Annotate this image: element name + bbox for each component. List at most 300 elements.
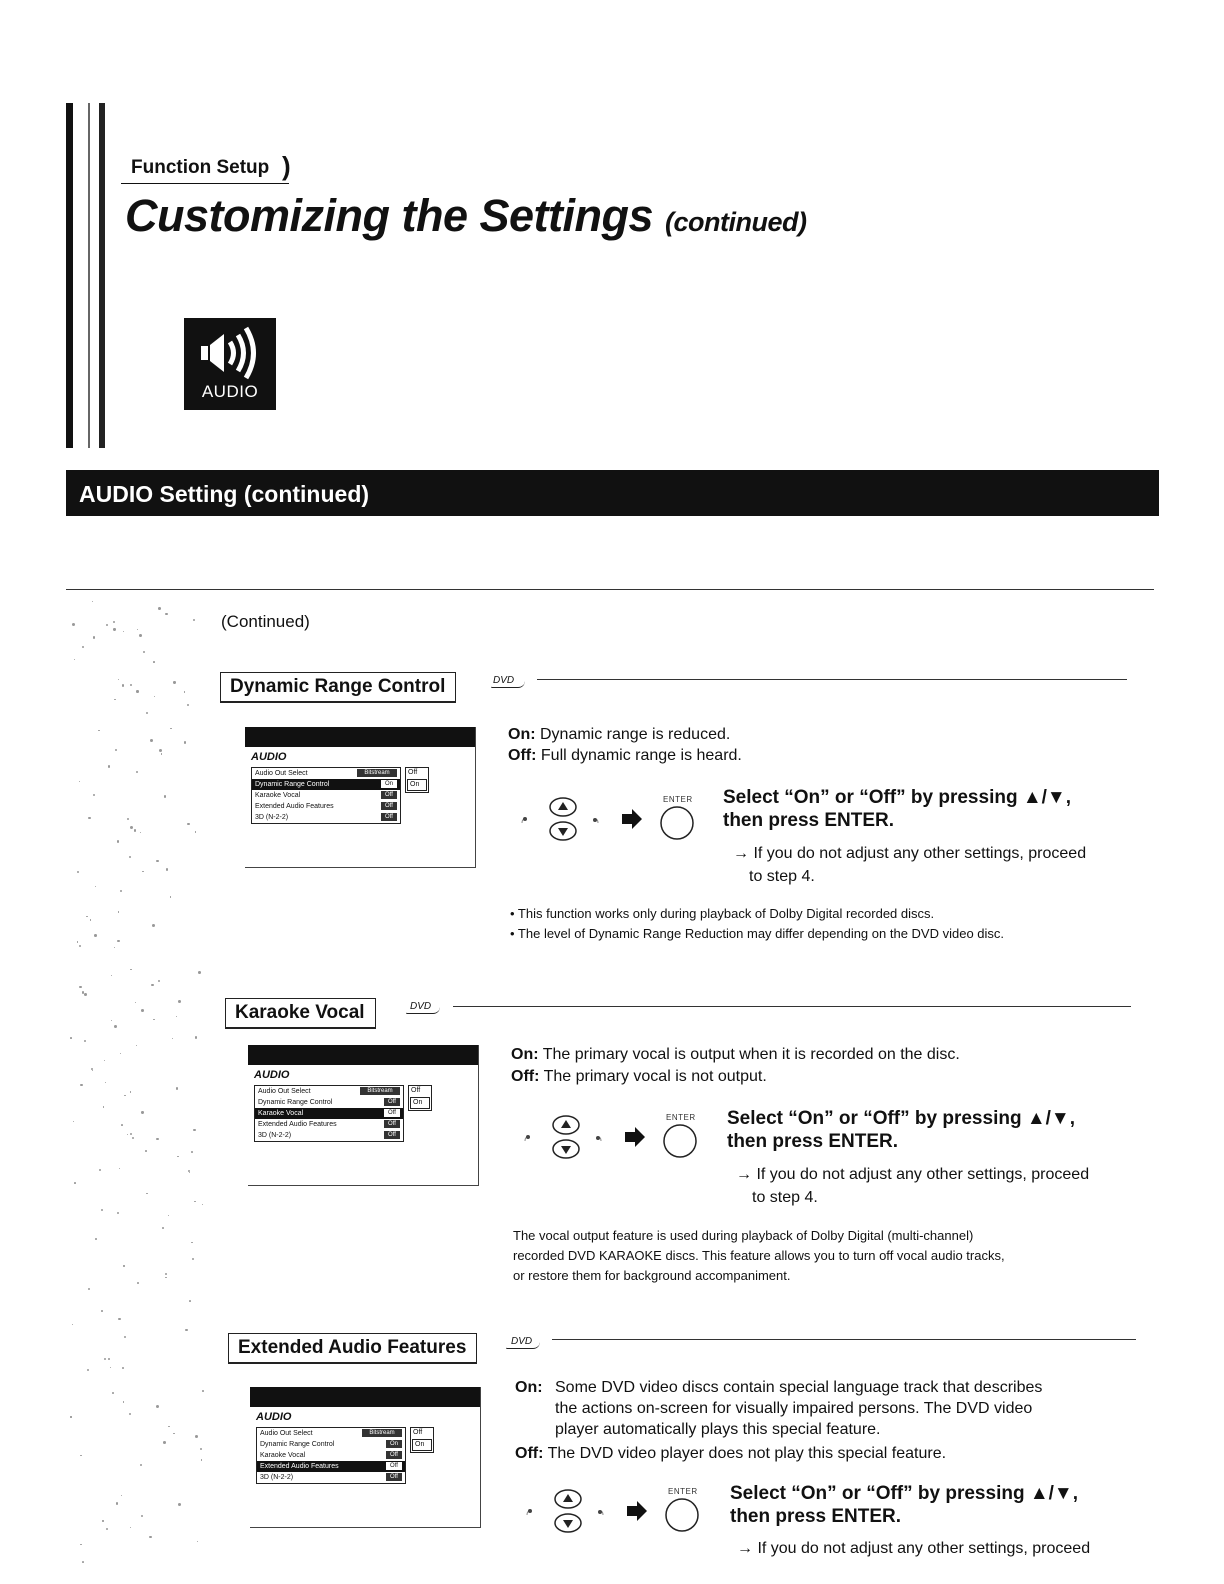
on-description: [508, 724, 730, 745]
on-description: [511, 1044, 960, 1065]
osd-menu-row: [255, 1086, 403, 1097]
scan-speck: [159, 749, 162, 752]
scan-speck: [173, 1433, 175, 1435]
binding-bar-left: [66, 103, 73, 448]
dvd-tag: DVD: [493, 675, 515, 686]
osd-menu-value: Off: [381, 802, 397, 810]
osd-menu-item: Extended Audio Features: [255, 803, 334, 810]
scan-speck: [189, 1172, 190, 1173]
page-title-suffix: (continued): [665, 207, 807, 237]
osd-menu-value: Bitstream: [360, 1087, 400, 1095]
scan-speck: [114, 699, 115, 700]
on-text-line: player automatically plays this special feature.: [555, 1421, 881, 1438]
scan-speck: [87, 1369, 89, 1371]
osd-menu-row: [252, 779, 400, 790]
scan-speck: [105, 1082, 106, 1083]
scan-speck: [170, 896, 171, 897]
dvd-tag: DVD: [511, 1336, 533, 1347]
description-paragraph: [513, 1226, 1005, 1286]
osd-option: Off: [413, 1429, 423, 1436]
scan-speck: [143, 651, 145, 653]
scan-speck: [118, 911, 120, 913]
result-line: → If you do not adjust any other settings, proceed: [736, 1166, 1090, 1183]
scan-speck: [163, 1441, 166, 1444]
instruction-line: Select “On” or “Off” by pressing ▲/▼,: [723, 787, 1072, 808]
osd-option: On: [407, 779, 427, 791]
osd-menu-row: [252, 801, 400, 812]
scan-speck: [98, 730, 99, 731]
instruction-line: Select “On” or “Off” by pressing ▲/▼,: [727, 1108, 1076, 1129]
osd-menu-value: Off: [386, 1462, 402, 1470]
scan-speck: [92, 1070, 93, 1071]
scan-speck: [122, 1367, 124, 1369]
remote-buttons-diagram: [518, 1113, 718, 1168]
binding-bar-right: [99, 103, 105, 448]
scan-speck: [134, 829, 137, 832]
note-line: • This function works only during playback of Dolby Digital recorded discs.: [510, 906, 935, 921]
scan-speck: [119, 1168, 120, 1169]
osd-menu-list: [251, 767, 401, 824]
osd-menu-row: [255, 1119, 403, 1130]
page-title: [125, 190, 807, 242]
result-line: → If you do not adjust any other settings, proceed: [733, 845, 1087, 862]
scan-speck: [202, 1204, 203, 1205]
scan-speck: [124, 1336, 126, 1338]
osd-menu-bar: [245, 727, 475, 747]
scan-speck: [82, 1561, 84, 1563]
feature-title-karaoke-vocal: Karaoke Vocal: [225, 998, 376, 1029]
osd-menu-value: Off: [384, 1098, 400, 1106]
scan-speck: [117, 1212, 119, 1214]
scan-speck: [168, 1426, 169, 1427]
scan-speck: [185, 1329, 188, 1332]
on-text-line: the actions on-screen for visually impaired persons. The DVD video: [555, 1400, 1033, 1417]
feature-rule: [453, 1006, 1131, 1007]
scan-speck: [106, 624, 109, 627]
osd-menu-item: Karaoke Vocal: [260, 1452, 306, 1459]
enter-label: ENTER: [668, 1487, 698, 1496]
scan-speck: [191, 1151, 193, 1153]
osd-option: Off: [408, 769, 418, 776]
scan-speck: [137, 629, 138, 630]
osd-menu-list: [254, 1085, 404, 1142]
on-text-block: [555, 1377, 1042, 1440]
scan-speck: [156, 1138, 158, 1140]
dvd-tag-underline: [506, 1342, 540, 1349]
scan-speck: [114, 1025, 117, 1028]
scan-speck: [112, 1392, 114, 1394]
scan-speck: [136, 771, 138, 773]
osd-menu-value: Bitstream: [357, 769, 397, 777]
scan-speck: [74, 659, 76, 661]
scan-speck: [142, 871, 143, 872]
scan-speck: [101, 1310, 103, 1312]
scan-speck: [132, 1137, 134, 1139]
scan-speck: [116, 1502, 118, 1504]
scan-speck: [164, 795, 167, 798]
osd-menu-screenshot: [245, 727, 476, 868]
osd-option-box: [410, 1427, 434, 1453]
off-text: Full dynamic range is heard.: [540, 747, 742, 764]
off-label: Off:: [515, 1445, 544, 1462]
on-label: On:: [515, 1379, 543, 1396]
speaker-icon: [184, 318, 276, 388]
scan-speck: [86, 916, 87, 917]
scan-speck: [173, 681, 175, 683]
feature-rule: [552, 1339, 1136, 1340]
scan-speck: [151, 984, 154, 987]
audio-category-badge: [184, 318, 276, 410]
scan-speck: [150, 739, 153, 742]
scan-speck: [118, 1318, 120, 1320]
scan-speck: [111, 975, 112, 976]
scan-speck: [122, 684, 124, 686]
osd-menu-item: Karaoke Vocal: [258, 1110, 304, 1117]
notes: [510, 904, 1004, 944]
scan-speck: [80, 1544, 82, 1546]
scan-speck: [136, 1045, 137, 1046]
scan-speck: [79, 986, 82, 989]
scan-speck: [189, 1300, 191, 1302]
scan-speck: [195, 1036, 198, 1039]
scan-speck: [82, 646, 84, 648]
scan-speck: [178, 1503, 181, 1506]
osd-menu-row: [255, 1108, 403, 1119]
paragraph-line: or restore them for background accompaniment.: [513, 1268, 791, 1283]
instruction-line: then press ENTER.: [730, 1506, 902, 1527]
scan-speck: [184, 741, 187, 744]
scan-speck: [74, 1182, 76, 1184]
scan-speck: [135, 1002, 136, 1003]
page-title-main: Customizing the Settings: [125, 190, 653, 241]
scan-speck: [93, 794, 95, 796]
scan-speck: [121, 1495, 122, 1496]
scan-speck: [84, 993, 87, 996]
osd-menu-item: Audio Out Select: [255, 770, 308, 777]
osd-menu-row: [255, 1097, 403, 1108]
scan-speck: [88, 817, 90, 819]
osd-menu-value: On: [381, 780, 397, 788]
osd-menu-row: [257, 1461, 405, 1472]
scan-speck: [72, 623, 75, 626]
osd-menu-row: [252, 812, 400, 823]
scan-speck: [170, 728, 171, 729]
scan-speck: [108, 765, 110, 767]
osd-menu-item: 3D (N-2-2): [255, 814, 289, 821]
breadcrumb-underline: [121, 183, 289, 184]
scan-speck: [104, 1060, 105, 1061]
scan-speck: [70, 1416, 71, 1417]
scan-speck: [113, 621, 115, 623]
paragraph-line: The vocal output feature is used during playback of Dolby Digital (multi-channel): [513, 1228, 974, 1243]
scan-speck: [158, 607, 161, 610]
continued-label: (Continued): [221, 612, 310, 631]
paragraph-line: recorded DVD KARAOKE discs. This feature allows you to turn off vocal audio tracks,: [513, 1248, 1005, 1263]
osd-menu-item: 3D (N-2-2): [260, 1474, 294, 1481]
scan-speck: [187, 704, 189, 706]
scan-speck: [94, 934, 97, 937]
scan-speck: [93, 636, 96, 639]
feature-title-extended-audio-features: Extended Audio Features: [228, 1333, 477, 1364]
scan-speck: [130, 1133, 132, 1135]
scan-speck: [120, 1053, 121, 1054]
instruction-line: Select “On” or “Off” by pressing ▲/▼,: [730, 1483, 1079, 1504]
scan-speck: [130, 826, 133, 829]
scan-speck: [152, 924, 155, 927]
osd-menu-value: Off: [386, 1451, 402, 1459]
osd-menu-row: [257, 1472, 405, 1483]
scan-speck: [111, 1020, 112, 1021]
scan-speck: [120, 890, 122, 892]
scan-speck: [95, 886, 96, 887]
scan-speck: [198, 971, 201, 974]
osd-menu-item: Audio Out Select: [258, 1088, 311, 1095]
scan-speck: [117, 940, 120, 943]
scan-speck: [197, 1541, 198, 1542]
osd-menu-item: Dynamic Range Control: [258, 1099, 333, 1106]
remote-buttons-diagram: [520, 1487, 720, 1542]
scan-speck: [153, 1019, 155, 1021]
scan-speck: [141, 1009, 144, 1012]
osd-menu-item: Dynamic Range Control: [260, 1441, 335, 1448]
off-description: [515, 1443, 946, 1464]
scan-speck: [145, 1150, 147, 1152]
scan-speck: [70, 1037, 72, 1039]
on-label: On:: [511, 1046, 539, 1063]
note-line: • The level of Dynamic Range Reduction may differ depending on the DVD video disc.: [510, 926, 1005, 941]
instruction-line: then press ENTER.: [727, 1131, 899, 1152]
osd-menu-value: Off: [386, 1473, 402, 1481]
osd-menu-title: AUDIO: [256, 1411, 292, 1423]
scan-speck: [114, 947, 115, 948]
osd-menu-item: Extended Audio Features: [258, 1121, 337, 1128]
scan-speck: [165, 1273, 167, 1275]
scan-speck: [140, 832, 141, 833]
osd-menu-row: [252, 790, 400, 801]
scan-speck: [166, 868, 169, 871]
osd-menu-value: Bitstream: [362, 1429, 402, 1437]
osd-menu-list: [256, 1427, 406, 1484]
scan-speck: [80, 1084, 82, 1086]
scan-speck: [176, 1016, 177, 1017]
binding-bar-middle: [88, 103, 90, 448]
scan-speck: [130, 1527, 131, 1528]
scan-speck: [113, 628, 115, 630]
on-text-line: Some DVD video discs contain special language track that describes: [555, 1379, 1043, 1396]
feature-rule: [537, 679, 1127, 680]
instruction: [727, 1107, 1075, 1153]
off-label: Off:: [508, 747, 537, 764]
scan-speck: [79, 781, 80, 782]
on-description: [515, 1377, 1043, 1438]
scan-speck: [172, 1038, 173, 1039]
scan-speck: [84, 1040, 86, 1042]
scan-speck: [149, 1536, 151, 1538]
osd-option-box: [405, 767, 429, 793]
osd-menu-screenshot: [248, 1045, 479, 1186]
result-line: to step 4.: [752, 1189, 818, 1206]
result-line: to step 4.: [749, 868, 815, 885]
off-text: The primary vocal is not output.: [543, 1068, 767, 1085]
scan-speck: [194, 1201, 195, 1202]
instruction: [730, 1482, 1078, 1528]
osd-menu-item: Dynamic Range Control: [255, 781, 330, 788]
instruction: [723, 786, 1071, 832]
enter-label: ENTER: [666, 1113, 696, 1122]
scan-speck: [146, 712, 148, 714]
scan-speck: [104, 1358, 106, 1360]
remote-buttons-diagram: [515, 795, 715, 850]
section-header: AUDIO Setting (continued): [66, 470, 1159, 516]
scan-speck: [154, 696, 155, 697]
result-text: [737, 1537, 1090, 1560]
scan-speck: [127, 818, 129, 820]
osd-menu-value: Off: [381, 791, 397, 799]
scan-speck: [110, 1367, 111, 1368]
off-label: Off:: [511, 1068, 540, 1085]
scan-speck: [168, 1215, 169, 1216]
scan-speck: [102, 1520, 103, 1521]
scan-speck: [165, 1277, 166, 1278]
scan-speck: [72, 1324, 73, 1325]
osd-menu-value: On: [386, 1440, 402, 1448]
scan-speck: [95, 1238, 97, 1240]
osd-menu-row: [255, 1130, 403, 1141]
osd-menu-screenshot: [250, 1387, 481, 1528]
scan-speck: [92, 601, 93, 602]
scan-speck: [153, 661, 155, 663]
scan-speck: [201, 1459, 203, 1461]
scan-speck: [99, 1169, 101, 1171]
osd-menu-title: AUDIO: [251, 751, 287, 763]
scan-speck: [118, 679, 119, 680]
osd-option: On: [410, 1097, 430, 1109]
dvd-tag-underline: [491, 681, 525, 688]
scan-speck: [146, 1193, 147, 1194]
osd-menu-value: Off: [384, 1131, 400, 1139]
scan-speck: [79, 945, 81, 947]
scan-speck: [178, 1000, 181, 1003]
scan-speck: [101, 1209, 103, 1211]
on-text: The primary vocal is output when it is recorded on the disc.: [542, 1046, 960, 1063]
scan-speck: [161, 753, 162, 754]
scan-speck: [192, 1258, 194, 1260]
scan-speck: [90, 919, 91, 920]
on-label: On:: [508, 726, 536, 743]
scan-speck: [73, 1121, 74, 1122]
scan-speck: [121, 1124, 123, 1126]
scan-speck: [141, 1515, 143, 1517]
off-description: [511, 1066, 767, 1087]
osd-menu-item: Extended Audio Features: [260, 1463, 339, 1470]
scan-speck: [130, 684, 133, 687]
audio-icon-label: AUDIO: [201, 382, 259, 401]
osd-menu-row: [257, 1450, 405, 1461]
scan-speck: [129, 1413, 131, 1415]
osd-menu-bar: [248, 1045, 478, 1065]
scan-speck: [158, 980, 160, 982]
osd-menu-row: [257, 1439, 405, 1450]
scan-speck: [191, 1242, 192, 1243]
scan-speck: [130, 1091, 131, 1092]
section-divider: [66, 589, 1154, 590]
scan-speck: [123, 1265, 124, 1266]
scan-speck: [129, 856, 131, 858]
scan-speck: [139, 634, 142, 637]
scan-speck: [80, 1455, 82, 1457]
osd-menu-value: Off: [381, 813, 397, 821]
scan-speck: [108, 1358, 110, 1360]
on-text: Dynamic range is reduced.: [540, 726, 731, 743]
scan-speck: [123, 1401, 124, 1402]
osd-option-box: [408, 1085, 432, 1111]
dvd-tag: DVD: [410, 1001, 432, 1012]
off-description: [508, 745, 742, 766]
scan-speck: [115, 749, 117, 751]
osd-menu-item: Audio Out Select: [260, 1430, 313, 1437]
osd-menu-row: [252, 768, 400, 779]
scan-speck: [136, 690, 138, 692]
scan-speck: [141, 1111, 143, 1113]
scan-speck: [127, 1134, 128, 1135]
scan-speck: [106, 1528, 108, 1530]
scan-speck: [193, 619, 195, 621]
scan-speck: [188, 1170, 190, 1172]
scan-speck: [193, 1129, 196, 1132]
osd-menu-item: Karaoke Vocal: [255, 792, 301, 799]
scan-speck: [200, 1448, 202, 1450]
scan-speck: [137, 1282, 139, 1284]
scan-speck: [156, 1405, 159, 1408]
off-text: The DVD video player does not play this special feature.: [547, 1445, 947, 1462]
scan-speck: [123, 631, 124, 632]
scan-speck: [195, 1435, 198, 1438]
scan-speck: [177, 1156, 178, 1157]
scan-speck: [184, 691, 186, 693]
scan-speck: [88, 1288, 90, 1290]
dvd-tag-underline: [406, 1007, 440, 1014]
scan-speck: [187, 823, 189, 825]
result-text: [733, 842, 1086, 888]
scan-speck: [162, 1227, 164, 1229]
instruction-line: then press ENTER.: [723, 810, 895, 831]
result-text: [736, 1163, 1089, 1209]
scan-speck: [195, 831, 196, 832]
osd-option: Off: [411, 1087, 421, 1094]
breadcrumb-bracket: ): [282, 151, 291, 181]
scan-speck: [176, 1087, 179, 1090]
scan-speck: [202, 1390, 204, 1392]
scan-speck: [77, 871, 79, 873]
osd-option: On: [412, 1439, 432, 1451]
osd-menu-value: Off: [384, 1120, 400, 1128]
enter-label: ENTER: [663, 795, 693, 804]
scan-speck: [140, 1464, 142, 1466]
scan-speck: [124, 1095, 126, 1097]
scan-speck: [103, 1106, 105, 1108]
osd-menu-bar: [250, 1387, 480, 1407]
result-line: → If you do not adjust any other settings, proceed: [737, 1540, 1091, 1557]
scan-speck: [77, 941, 78, 942]
scan-speck: [130, 969, 131, 970]
scan-speck: [156, 860, 158, 862]
osd-menu-value: Off: [384, 1109, 400, 1117]
breadcrumb: Function Setup: [131, 157, 270, 178]
feature-title-dynamic-range-control: Dynamic Range Control: [220, 672, 456, 703]
osd-menu-row: [257, 1428, 405, 1439]
osd-menu-title: AUDIO: [254, 1069, 290, 1081]
osd-menu-item: 3D (N-2-2): [258, 1132, 292, 1139]
